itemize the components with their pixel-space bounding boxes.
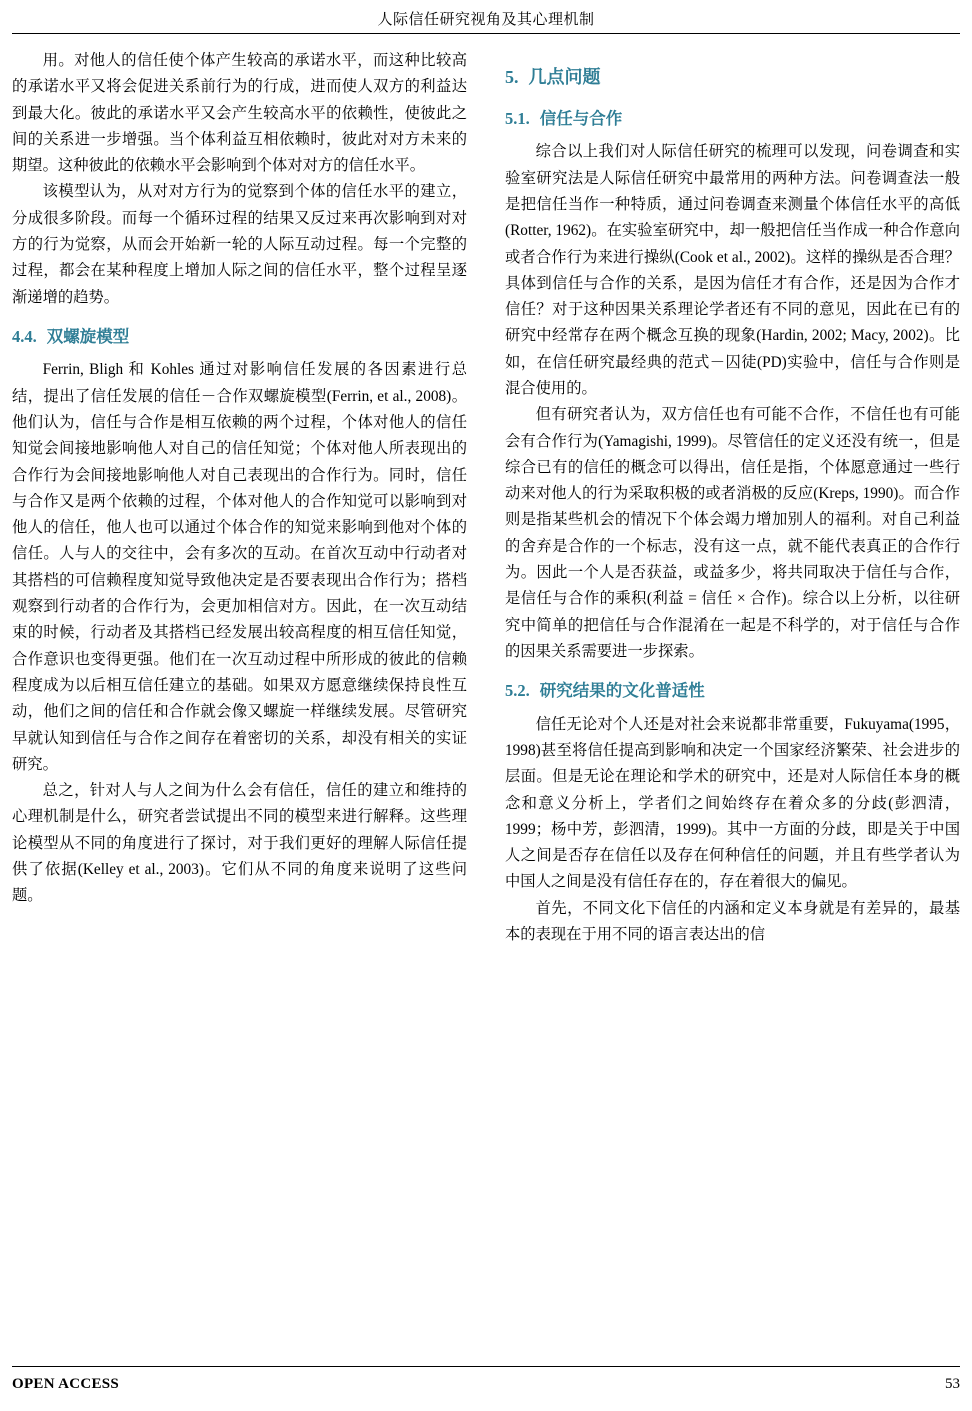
left-column bbox=[12, 48, 467, 1348]
heading-5-1-number: 5.1. bbox=[505, 108, 530, 128]
paragraph: 用。对他人的信任使个体产生较高的承诺水平，而这种比较高的承诺水平又将会促进关系前行为的行成，进而使人双方的利益达到最大化。彼此的承诺水平又会产生较高水平的依赖性，使彼此之间的关系进一步增强。当个体利益互相依赖时，彼此对对方未来的期望。这种彼此的依赖水平会影响到个体对对方的信任水平。 bbox=[12, 52, 467, 175]
right-column bbox=[505, 48, 960, 1348]
paragraph: 但有研究者认为，双方信任也有可能不合作，不信任也有可能会有合作行为(Yamagishi, 1999)。尽管信任的定义还没有统一，但是综合已有的信任的概念可以得出，信任是指，个体愿意通过一些行动来对他人的行为采取积极的或者消极的反应(Kreps, 1990)。而合作则是指某些机会的情况下个体会竭力增加别人的福利。对自己利益的舍弃是合作的一个标志，没有这一点，就不能代表真正的合作行为。因此一个人是否获益，或益多少，将共同取决于信任与合作，是信任与合作的乘积(利益 = 信任 × 合作)。综合以上分析，以往研究中简单的把信任与合作混淆在一起是不科学的，对于信任与合作的因果关系需要进一步探索。 bbox=[505, 406, 960, 660]
heading-4-4-title: 双螺旋模型 bbox=[46, 326, 130, 346]
heading-5-2-number: 5.2. bbox=[505, 681, 530, 701]
paragraph: 该模型认为，从对对方行为的觉察到个体的信任水平的建立，分成很多阶段。而每一个循环过程的结果又反过来再次影响到对对方的行为觉察，从而会开始新一轮的人际互动过程。每一个完整的过程，都会在某种程度上增加人际之间的信任水平，整个过程呈逐渐递增的趋势。 bbox=[12, 183, 467, 306]
two-column-body bbox=[12, 48, 960, 1348]
heading-5-title: 几点问题 bbox=[528, 67, 601, 87]
paragraph: 信任无论对个人还是对社会来说都非常重要，Fukuyama(1995，1998)甚至将信任提高到影响和决定一个国家经济繁荣、社会进步的层面。但是无论在理论和学术的研究中，还是对人际信任本身的概念和意义分析上，学者们之间始终存在着众多的分歧(彭泗清，1999；杨中芳，彭泗清，1999)。其中一方面的分歧，即是关于中国人之间是否存在信任以及存在何种信任的问题，并且有些学者认为中国人之间是没有信任存在的，存在着很大的偏见。 bbox=[505, 715, 960, 891]
page-footer bbox=[12, 1376, 960, 1393]
heading-5 bbox=[505, 62, 960, 93]
paragraph: 综合以上我们对人际信任研究的梳理可以发现，问卷调查和实验室研究法是人际信任研究中最常用的两种方法。问卷调查法一般是把信任当作一种特质，通过问卷调查来测量个体信任水平的高低(Rotter, 1962)。在实验室研究中，却一般把信任当作成一种合作意向或者合作行为来进行操纵(Cook et al., 2002)。这样的操纵是否合理？具体到信任与合作的关系，是因为信任才有合作，还是因为合作才信任？对于这种因果关系理论学者还有不同的意见，因此在已有的研究中经常存在两个概念互换的现象(Hardin, 2002; Macy, 2002)。比如，在信任研究最经典的范式－囚徒(PD)实验中，信任与合作则是混合使用的。 bbox=[505, 143, 960, 397]
heading-5-1-title: 信任与合作 bbox=[539, 108, 623, 128]
page-number: 53 bbox=[945, 1376, 960, 1392]
heading-4-4 bbox=[12, 323, 467, 351]
running-head: 人际信任研究视角及其心理机制 bbox=[377, 12, 595, 28]
heading-5-2 bbox=[505, 677, 960, 705]
heading-4-4-number: 4.4. bbox=[12, 326, 37, 346]
paragraph: 首先，不同文化下信任的内涵和定义本身就是有差异的，最基本的表现在于用不同的语言表达出的信 bbox=[505, 899, 960, 944]
open-access-label: OPEN ACCESS bbox=[12, 1376, 120, 1392]
paragraph: 总之，针对人与人之间为什么会有信任，信任的建立和维持的心理机制是什么，研究者尝试提出不同的模型来进行解释。这些理论模型从不同的角度进行了探讨，对于我们更好的理解人际信任提供了依据(Kelley et al., 2003)。它们从不同的角度来说明了这些问题。 bbox=[12, 782, 467, 905]
footer-divider bbox=[12, 1366, 960, 1367]
heading-5-2-title: 研究结果的文化普适性 bbox=[539, 681, 705, 701]
paragraph: Ferrin, Bligh 和 Kohles 通过对影响信任发展的各因素进行总结，提出了信任发展的信任－合作双螺旋模型(Ferrin, et al., 2008)。他们认为，信任与合作是相互依赖的两个过程，个体对他人的信任知觉会间接地影响他人对自己的信任知觉；个体对他人所表现出的合作行为会间接地影响他人对自己表现出的合作行为。同时，信任与合作又是两个依赖的过程，个体对他人的合作知觉可以影响到对他人的信任，他人也可以通过个体合作的知觉来影响到他对个体的信任。人与人的交往中，会有多次的互动。在首次互动中行动者对其搭档的可信赖程度知觉导致他决定是否要表现出合作行为；搭档观察到行动者的合作行为，会更加相信对方。因此，在一次互动结束的时候，行动者及其搭档已经发展出较高程度的相互信任知觉，合作意识也变得更强。他们在一次互动过程中所形成的彼此的信赖程度成为以后相互信任建立的基础。如果双方愿意继续保持良性互动，他们之间的信任和合作就会像又螺旋一样继续发展。尽管研究早就认知到信任与合作之间存在着密切的关系，却没有相关的实证研究。 bbox=[12, 361, 467, 773]
heading-5-1 bbox=[505, 105, 960, 133]
header-divider bbox=[12, 33, 960, 34]
heading-5-number: 5. bbox=[505, 67, 519, 87]
